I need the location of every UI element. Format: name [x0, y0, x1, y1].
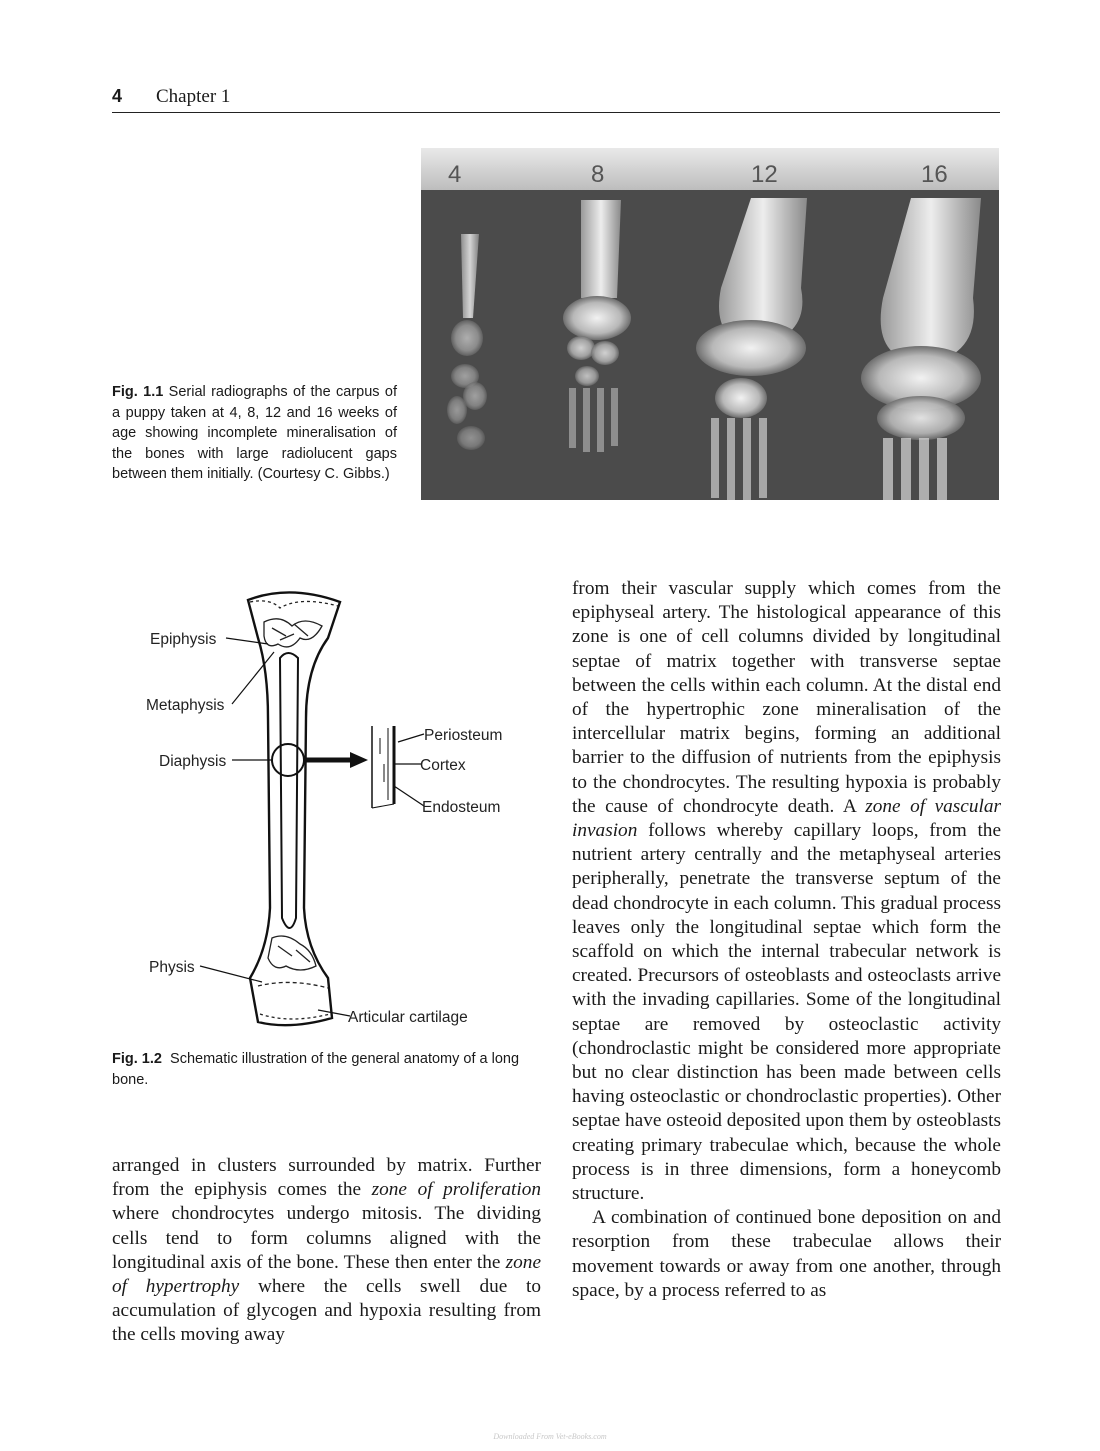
medullary-cavity — [280, 653, 298, 928]
term-zone-of-proliferation: zone of proliferation — [371, 1179, 541, 1201]
term-zone-of-hypertrophy: zone of hypertrophy — [112, 1251, 541, 1298]
figure-1-caption — [112, 382, 397, 485]
running-head — [112, 86, 1000, 113]
label-diaphysis: Diaphysis — [159, 753, 227, 770]
panel-label-8: 8 — [591, 161, 605, 188]
panel-label-16: 16 — [921, 161, 948, 188]
cortex-detail — [372, 726, 394, 808]
page-number: 4 — [112, 86, 123, 106]
label-metaphysis: Metaphysis — [146, 697, 225, 714]
right-paragraph-2: A combination of continued bone deposition on and resorption from these trabeculae allows their movement towards or away from one another, through space, by a process referred to as — [572, 1207, 1001, 1301]
left-text-column — [112, 1154, 541, 1348]
figure-2-caption-text: Schematic illustration of the general anatomy of a long bone. — [112, 1051, 520, 1088]
proximal-epiphysis-texture — [250, 601, 338, 647]
radiograph-image — [421, 148, 999, 500]
label-articular-cartilage: Articular cartilage — [348, 1009, 468, 1026]
label-endosteum: Endosteum — [422, 799, 501, 816]
right-text-column — [572, 577, 1001, 1303]
footer-watermark: Downloaded From Vet-eBooks.com — [493, 1432, 607, 1441]
label-physis: Physis — [149, 959, 195, 976]
term-zone-of-vascular-invasion: zone of vascular invasion — [572, 795, 1001, 842]
label-cortex: Cortex — [420, 757, 466, 774]
right-paragraph-1: from their vascular supply which comes from the epiphyseal artery. The histological appearance of this zone is one of cell columns divided by longitudinal septae of matrix together with transverse septae between the cells within each column. At the distal end of the hypertrophic zone mineralisation of the intercellular matrix begins, forming an additional barrier to the diffusion of nutrients from the epiphysis to the chondrocytes. The resulting hypoxia is probably the cause of chondrocyte death. A zone of vascular invasion follows whereby capillary loops, from the nutrient artery centrally and the metaphyseal arteries peripherally, penetrate the transverse septum of the dead chondrocyte in each column. This gradual process leaves only the longitudinal septae which form the scaffold on which the internal trabecular network is created. Precursors of osteoblasts and osteoclasts arrive with the invading capillaries. Some of the longitudinal septae are removed by osteoclastic activity (chondroclastic might be considered more appropriate but no clear distinction has been made between cells having osteoclastic or chondroclastic properties). Other septae have osteoid deposited upon them by osteoblasts creating primary trabeculae which, because the whole process is in three dimensions, form a honeycomb structure. — [572, 578, 1001, 1205]
panel-label-12: 12 — [751, 161, 778, 188]
distal-epiphysis-texture — [258, 936, 330, 1019]
label-periosteum: Periosteum — [424, 727, 503, 744]
panel-label-4: 4 — [448, 161, 462, 188]
figure-1-label: Fig. 1.1 — [112, 384, 164, 400]
figure-1-caption-text: Serial radiographs of the carpus of a puppy taken at 4, 8, 12 and 16 weeks of age showing incomplete mineralisation of the bones with large radiolucent gaps between them initially. (Courtesy C. Gibbs.) — [112, 384, 398, 482]
bone-outline — [248, 592, 340, 1025]
left-paragraph: arranged in clusters surrounded by matrix. Further from the epiphysis comes the zone of proliferation where chondrocytes undergo mitosis. The dividing cells tend to form columns aligned with the longitudinal axis of the bone. These then enter the zone of hypertrophy where the cells swell due to accumulation of glycogen and hypoxia resulting from the cells moving away — [112, 1155, 541, 1346]
chapter-label: Chapter 1 — [156, 86, 231, 107]
long-bone-diagram — [140, 578, 540, 1038]
figure-2-caption — [112, 1049, 544, 1090]
figure-2-label: Fig. 1.2 — [112, 1051, 162, 1067]
detail-arrow — [350, 752, 368, 768]
detail-circle — [272, 744, 304, 776]
label-epiphysis: Epiphysis — [150, 631, 217, 648]
